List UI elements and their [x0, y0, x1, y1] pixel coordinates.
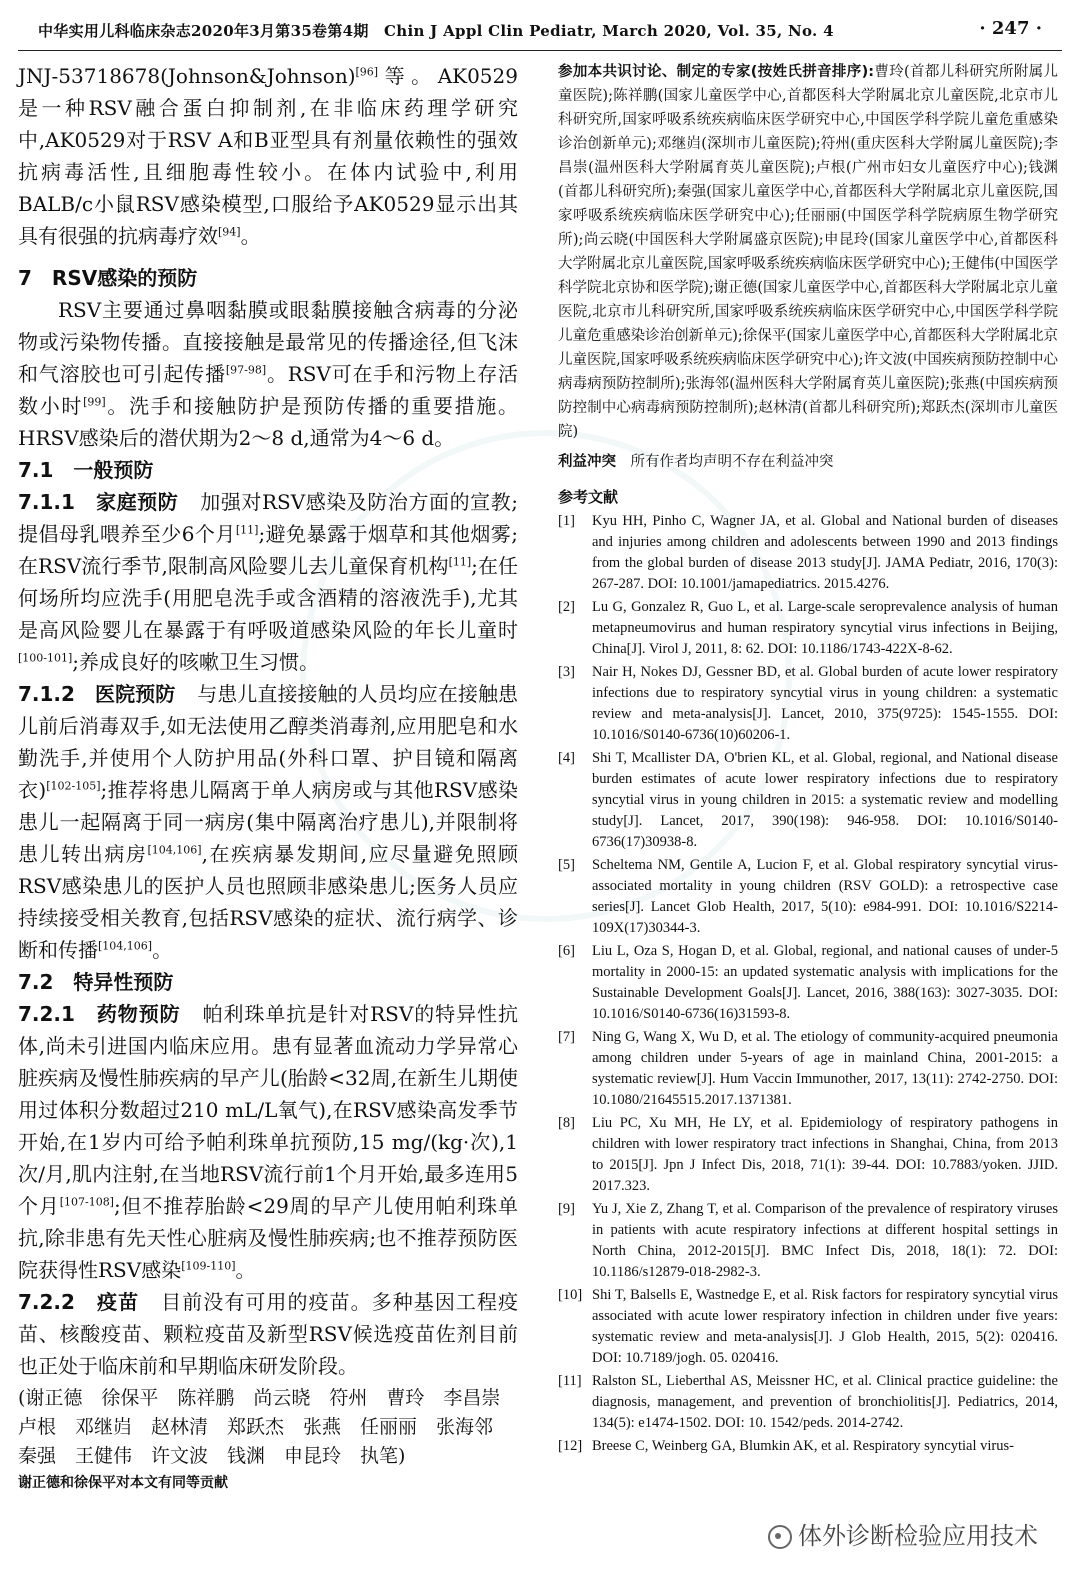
- reference-number: [4]: [558, 750, 575, 766]
- reference-item: [558, 1113, 1058, 1197]
- reference-number: [1]: [558, 513, 575, 529]
- reference-text: Nair H, Nokes DJ, Gessner BD, et al. Global burden of acute lower respiratory infections due to respiratory syncytial virus in young children: a systematic review and meta-analysis[J]. Lancet, 2010, 375(9725): 1545-1555. DOI: 10.1016/S0140-6736(10)60206-1.: [592, 664, 1058, 743]
- reference-text: Lu G, Gonzalez R, Guo L, et al. Large-scale seroprevalence analysis of human metapneumovirus and human respiratory syncytial virus infections in Beijing, China[J]. Virol J, 2011, 8: 62. DOI: 10.1186/1743-422X-8-62.: [592, 599, 1058, 657]
- reference-number: [5]: [558, 857, 575, 873]
- section-7-1-heading: 7.1 一般预防: [18, 458, 154, 482]
- reference-item: [558, 1436, 1058, 1457]
- reference-item: [558, 511, 1058, 595]
- author-line: 卢根 邓继岿 赵林清 郑跃杰 张燕 任丽丽 张海邻: [18, 1416, 494, 1438]
- reference-number: [10]: [558, 1287, 583, 1303]
- wechat-icon: [768, 1525, 792, 1549]
- equal-contribution-note: 谢正德和徐保平对本文有同等贡献: [18, 1475, 228, 1491]
- journal-citation: 中华实用儿科临床杂志2020年3月第35卷第4期 Chin J Appl Clin Pediatr, March 2020, Vol. 35, No. 4: [38, 22, 834, 40]
- reference-item: [558, 1285, 1058, 1369]
- reference-text: Scheltema NM, Gentile A, Lucion F, et al. Global respiratory syncytial virus-associated mortality in young children (RSV GOLD): a retrospective case series[J]. Lancet Glob Health, 2017, 5(10): e984-991. DOI: 10.1016/S2214-109X(17)30344-3.: [592, 857, 1058, 936]
- paragraph-ak0529: JNJ-53718678(Johnson&Johnson)[96]等。AK0529是一种RSV融合蛋白抑制剂,在非临床药理学研究中,AK0529对于RSV A和B亚型具有剂量依赖性的强效抗病毒活性,且细胞毒性较小。在体内试验中,利用BALB/c小鼠RSV感染模型,口服给予AK0529显示出其具有很强的抗病毒疗效[94]。: [18, 64, 518, 248]
- reference-text: Ning G, Wang X, Wu D, et al. The etiology of community-acquired pneumonia among children under 5-years of age in mainland China, 2001-2015: a systematic review[J]. Hum Vaccin Immunother, 2017, 13(11): 2742-2750. DOI: 10.1080/21645515.2017.1371381.: [592, 1029, 1058, 1108]
- reference-item: [558, 597, 1058, 660]
- reference-text: Shi T, Mcallister DA, O'brien KL, et al. Global, regional, and National disease burden estimates of acute lower respiratory infections due to respiratory syncytial virus in young children in 2015: a systematic review and modelling study[J]. Lancet, 2017, 390(198): 946-958. DOI: 10.1016/S0140-6736(17)30938-8.: [592, 750, 1058, 850]
- reference-item: [558, 748, 1058, 853]
- right-column: [558, 60, 1058, 1459]
- conflict-of-interest: 利益冲突 所有作者均声明不存在利益冲突: [558, 454, 834, 470]
- section-7-heading: 7 RSV感染的预防: [18, 266, 198, 290]
- reference-number: [8]: [558, 1115, 575, 1131]
- reference-item: [558, 1199, 1058, 1283]
- paragraph-vaccine: 7.2.2 疫苗 目前没有可用的疫苗。多种基因工程疫苗、核酸疫苗、颗粒疫苗及新型RSV候选疫苗佐剂目前也正处于临床前和早期临床研发阶段。: [18, 1290, 518, 1378]
- left-column: [18, 60, 518, 1495]
- author-line: 秦强 王健伟 许文波 钱渊 申昆玲 执笔): [18, 1445, 406, 1467]
- reference-text: Shi T, Balsells E, Wastnedge E, et al. Risk factors for respiratory syncytial virus associated with acute lower respiratory infection in children under five years: systematic review and meta-analysis[J]. J Glob Health, 2015, 5(2): 020416. DOI: 10.7189/jogh. 05. 020416.: [592, 1287, 1058, 1366]
- reference-number: [7]: [558, 1029, 575, 1045]
- paragraph-drug-prevention: 7.2.1 药物预防 帕利珠单抗是针对RSV的特异性抗体,尚未引进国内临床应用。患有显著血流动力学异常心脏疾病及慢性肺疾病的早产儿(胎龄<32周,在新生儿期使用过体积分数超过210 mL/L氧气),在RSV感染高发季节开始,在1岁内可给予帕利珠单抗预防,15 mg/(kg·次),1次/月,肌内注射,在当地RSV流行前1个月开始,最多连用5个月[107-108];但不推荐胎龄<29周的早产儿使用帕利珠单抗,除非患有先天性心脏病及慢性肺疾病;也不推荐预防医院获得性RSV感染[109-110]。: [18, 1002, 519, 1282]
- watermark: 体外诊断检验应用技术: [764, 1516, 1042, 1551]
- paragraph-hospital-prevention: 7.1.2 医院预防 与患儿直接接触的人员均应在接触患儿前后消毒双手,如无法使用乙醇类消毒剂,应用肥皂和水勤洗手,并使用个人防护用品(外科口罩、护目镜和隔离衣)[102-105];推荐将患儿隔离于单人病房或与其他RSV感染患儿一起隔离于同一病房(集中隔离治疗患儿),并限制将患儿转出病房[104,106],在疾病暴发期间,应尽量避免照顾RSV感染患儿的医护人员也照顾非感染患儿;医务人员应持续接受相关教育,包括RSV感染的症状、流行病学、诊断和传播[104,106]。: [18, 682, 519, 962]
- reference-item: [558, 1027, 1058, 1111]
- reference-item: [558, 941, 1058, 1025]
- reference-text: Liu L, Oza S, Hogan D, et al. Global, regional, and national causes of under-5 mortality in 2000-15: an updated systematic analysis with implications for the Sustainable Development Goals[J]. Lancet, 2016, 388(163): 3027-3035. DOI: 10.1016/S0140-6736(16)31593-8.: [592, 943, 1058, 1022]
- author-line: (谢正德 徐保平 陈祥鹏 尚云晓 符州 曹玲 李昌崇: [18, 1387, 501, 1409]
- reference-text: Ralston SL, Lieberthal AS, Meissner HC, et al. Clinical practice guideline: the diagnosis, management, and prevention of bronchiolitis[J]. Pediatrics, 2014, 134(5): e1474-1502. DOI: 10. 1542/peds. 2014-2742.: [592, 1373, 1058, 1431]
- reference-item: [558, 1371, 1058, 1434]
- reference-number: [2]: [558, 599, 575, 615]
- reference-text: Kyu HH, Pinho C, Wagner JA, et al. Global and National burden of diseases and injuries among children and adolescents between 1990 and 2013 findings from the global burden of disease 2013 study[J]. JAMA Pediatr, 2016, 170(3): 267-287. DOI: 10.1001/jamapediatrics. 2015.4276.: [592, 513, 1058, 592]
- page-number: · 247 ·: [979, 18, 1042, 39]
- reference-text: Yu J, Xie Z, Zhang T, et al. Comparison of the prevalence of respiratory viruses in patients with acute respiratory infections at different hospital settings in North China, 2012-2015[J]. BMC Infect Dis, 2018, 18(1): 72. DOI: 10.1186/s12879-018-2982-3.: [592, 1201, 1058, 1280]
- paragraph-transmission: RSV主要通过鼻咽黏膜或眼黏膜接触含病毒的分泌物或污染物传播。直接接触是最常见的传播途径,但飞沫和气溶胶也可引起传播[97-98]。RSV可在手和污物上存活数小时[99]。洗手和接触防护是预防传播的重要措施。HRSV感染后的潜伏期为2～8 d,通常为4～6 d。: [18, 298, 519, 450]
- reference-list: [558, 511, 1058, 1457]
- reference-number: [6]: [558, 943, 575, 959]
- reference-number: [3]: [558, 664, 575, 680]
- running-header: [18, 12, 1062, 51]
- reference-number: [9]: [558, 1201, 575, 1217]
- references-heading: 参考文献: [558, 488, 619, 506]
- section-7-2-heading: 7.2 特异性预防: [18, 970, 174, 994]
- reference-number: [11]: [558, 1373, 582, 1389]
- reference-item: [558, 855, 1058, 939]
- reference-text: Liu PC, Xu MH, He LY, et al. Epidemiology of respiratory pathogens in children with lower respiratory tract infections in Shanghai, China, from 2013 to 2015[J]. Jpn J Infect Dis, 2018, 71(1): 39-44. DOI: 10.7883/yoken. JJID. 2017.323.: [592, 1115, 1058, 1194]
- reference-item: [558, 662, 1058, 746]
- expert-list: 参加本共识讨论、制定的专家(按姓氏拼音排序):曹玲(首都儿科研究所附属儿童医院);陈祥鹏(国家儿童医学中心,首都医科大学附属北京儿童医院,北京市儿科研究所,国家呼吸系统疾病临床医学研究中心,中国医学科学院儿童危重感染诊治创新单元);邓继岿(深圳市儿童医院);符州(重庆医科大学附属儿童医院);李昌崇(温州医科大学附属育英儿童医院);卢根(广州市妇女儿童医疗中心);钱渊(首都儿科研究所);秦强(国家儿童医学中心,首都医科大学附属北京儿童医院,国家呼吸系统疾病临床医学研究中心);任丽丽(中国医学科学院病原生物学研究所);尚云晓(中国医科大学附属盛京医院);申昆玲(国家儿童医学中心,首都医科大学附属北京儿童医院,国家呼吸系统疾病临床医学研究中心);王健伟(中国医学科学院北京协和医学院);谢正德(国家儿童医学中心,首都医科大学附属北京儿童医院,北京市儿科研究所,国家呼吸系统疾病临床医学研究中心,中国医学科学院儿童危重感染诊治创新单元);徐保平(国家儿童医学中心,首都医科大学附属北京儿童医院,国家呼吸系统疾病临床医学研究中心);许文波(中国疾病预防控制中心病毒病预防控制所);张海邻(温州医科大学附属育英儿童医院);张燕(中国疾病预防控制中心病毒病预防控制所);赵林清(首都儿科研究所);郑跃杰(深圳市儿童医院): [558, 64, 1059, 440]
- paragraph-home-prevention: 7.1.1 家庭预防 加强对RSV感染及防治方面的宣教;提倡母乳喂养至少6个月[11];避免暴露于烟草和其他烟雾;在RSV流行季节,限制高风险婴儿去儿童保育机构[11];在任何场所均应洗手(用肥皂洗手或含酒精的溶液洗手),尤其是高风险婴儿在暴露于有呼吸道感染风险的年长儿童时[100-101];养成良好的咳嗽卫生习惯。: [18, 490, 518, 674]
- reference-number: [12]: [558, 1438, 583, 1454]
- reference-text: Breese C, Weinberg GA, Blumkin AK, et al. Respiratory syncytial virus-: [592, 1438, 1014, 1454]
- author-list: [18, 1384, 518, 1495]
